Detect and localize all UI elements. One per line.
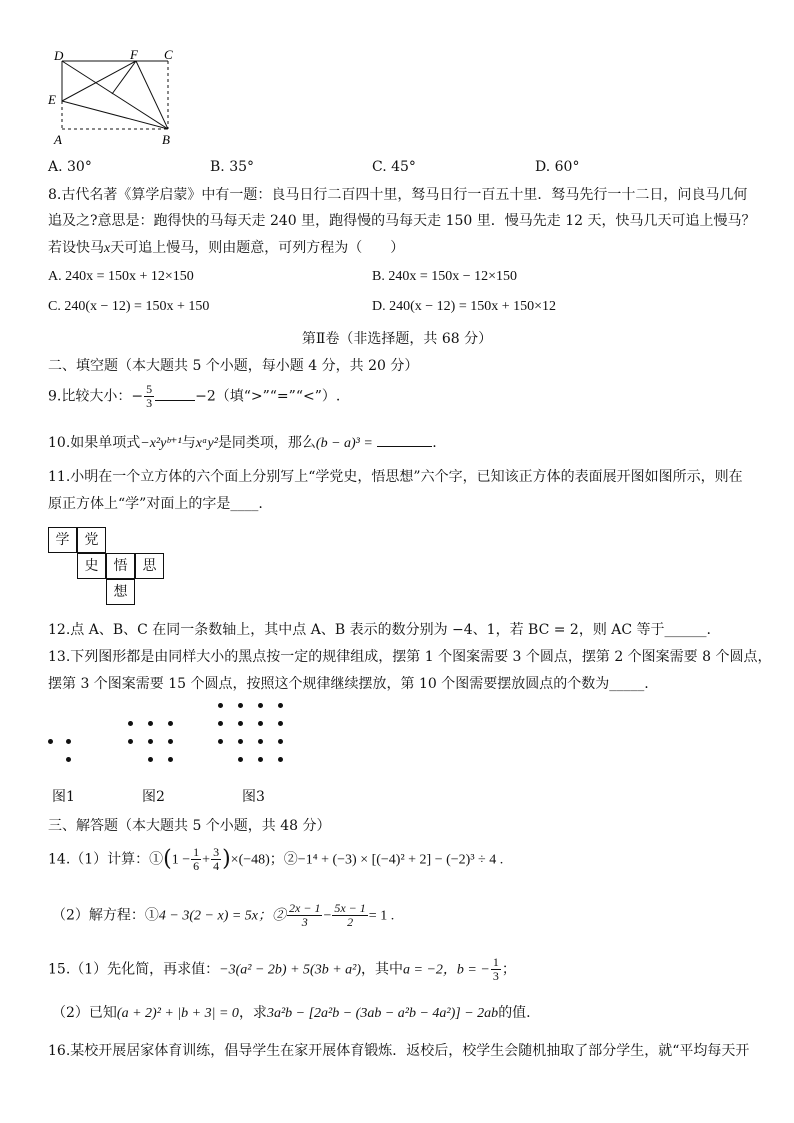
label-B: B — [162, 132, 170, 147]
q15-part1: 15.（1）先化简，再求值：−3(a² − 2b) + 5(3b + a²)，其中a = −2，b = − $\frac{1}{3}$ ； — [48, 955, 516, 983]
section-title: 第Ⅱ卷（非选择题，共 68 分） — [301, 331, 493, 347]
fig2-dot — [128, 739, 133, 744]
q8-option-b: B. 240x = 150x − 12×150 — [372, 269, 518, 284]
fig2-caption: 图2 — [142, 789, 165, 805]
fig3-dot — [278, 703, 283, 708]
fig3-dot — [258, 739, 263, 744]
fig3-dot — [258, 703, 263, 708]
q10: 10.如果单项式−x²yᵇ⁺¹与xᵃy²是同类项，那么(b − a)³ = . — [48, 435, 437, 451]
q10-blank — [377, 434, 432, 447]
fig3-dot — [238, 739, 243, 744]
q8-option-d: D. 240(x − 12) = 150x + 150×12 — [372, 299, 557, 314]
q8-option-a: A. 240x = 150x + 12×150 — [48, 269, 194, 284]
fig2-dot — [148, 739, 153, 744]
label-D: D — [54, 48, 64, 63]
fig3-dot — [218, 739, 223, 744]
q14-part1: 14.（1）计算：①(1 − $\frac{1}{6}$ + $\frac{3}{4}$ )×(−48)；②−1⁴ + (−3) × [(−4)² + 2] − (−2)³ ÷ 4 . — [48, 845, 504, 873]
label-E: E — [48, 92, 56, 107]
net-cell-dang: 党 — [77, 527, 106, 553]
q9-fraction: $\frac{5}{3}$ — [146, 382, 153, 410]
part2-heading: 二、填空题（本大题共 5 个小题，每小题 4 分，共 20 分） — [48, 358, 419, 374]
q16: 16.某校开展居家体育训练，倡导学生在家开展体育锻炼．返校后，校学生会随机抽取了部分学生，就“平均每天开 — [48, 1043, 750, 1059]
fig3-caption: 图3 — [242, 789, 265, 805]
part3-heading: 三、解答题（本大题共 5 个小题，共 48 分） — [48, 818, 331, 834]
fig1-dot — [66, 739, 71, 744]
q8-line3: 若设快马x天可追上慢马，则由题意，可列方程为（ ） — [48, 240, 405, 256]
fig3-dot — [218, 721, 223, 726]
net-cell-xue: 学 — [48, 527, 77, 553]
fig3-dot — [218, 703, 223, 708]
q11-line1: 11.小明在一个立方体的六个面上分别写上“学党史，悟思想”六个字，已知该正方体的表面展开图如图所示，则在 — [48, 469, 743, 485]
fig2-dot — [148, 721, 153, 726]
q12: 12.点 A、B、C 在同一条数轴上，其中点 A、B 表示的数分别为 −4、1，若 BC = 2，则 AC 等于______. — [48, 622, 711, 638]
fig2-dot — [148, 757, 153, 762]
q7-option-b: B. 35° — [210, 159, 255, 175]
q8-option-c: C. 240(x − 12) = 150x + 150 — [48, 299, 210, 314]
fig2-dot — [128, 721, 133, 726]
fig2-dot — [168, 721, 173, 726]
q8-line2: 追及之?意思是：跑得快的马每天走 240 里，跑得慢的马每天走 150 里．慢马先走 12 天，快马几天可追上慢马？ — [48, 213, 756, 229]
q9-blank — [155, 388, 195, 401]
q7-option-c: C. 45° — [372, 159, 416, 175]
q13-line2: 摆第 3 个图案需要 15 个圆点，按照这个规律继续摆放，第 10 个图需要摆放圆点的个数为_____. — [48, 676, 649, 692]
q13-line1: 13.下列图形都是由同样大小的黑点按一定的规律组成，摆第 1 个图案需要 3 个圆点，摆第 2 个图案需要 8 个圆点， — [48, 649, 772, 665]
fig3-dot — [278, 757, 283, 762]
fig3-dot — [278, 739, 283, 744]
net-cell-shi: 史 — [77, 553, 106, 579]
rectangle-fold-figure — [40, 44, 190, 150]
fig2-dot — [168, 739, 173, 744]
q14-part2: （2）解方程：①4 − 3(2 − x) = 5x；② $\frac{2x - 1}{3}$ − $\frac{5x - 1}{2}$ = 1 . — [52, 901, 395, 929]
label-F: F — [130, 47, 138, 62]
label-C: C — [164, 47, 173, 62]
fig3-dot — [258, 757, 263, 762]
q7-option-a: A. 30° — [48, 159, 92, 175]
label-A: A — [54, 132, 62, 147]
fig3-dot — [278, 721, 283, 726]
fig3-dot — [258, 721, 263, 726]
net-cell-xiang: 想 — [106, 579, 135, 605]
fig3-dot — [238, 721, 243, 726]
q8-line1: 8.古代名著《算学启蒙》中有一题：良马日行二百四十里，驽马日行一百五十里．驽马先行一十二日，问良马几何 — [48, 187, 748, 203]
fig3-dot — [238, 757, 243, 762]
q11-line2: 原正方体上“学”对面上的字是____. — [48, 496, 263, 512]
fig2-dot — [168, 757, 173, 762]
q9: 9.比较大小：− $\frac{5}{3}$ −2（填“>”“=”“<”）. — [48, 382, 341, 410]
q15-part2: （2）已知(a + 2)² + |b + 3| = 0，求3a²b − [2a²b − (3ab − a²b − 4a²)] − 2ab的值. — [52, 1005, 531, 1021]
q7-option-d: D. 60° — [535, 159, 580, 175]
net-cell-wu: 悟 — [106, 553, 135, 579]
fig3-dot — [238, 703, 243, 708]
fig1-dot — [48, 739, 53, 744]
net-cell-si: 思 — [135, 553, 164, 579]
fig1-dot — [66, 757, 71, 762]
fig1-caption: 图1 — [52, 789, 75, 805]
